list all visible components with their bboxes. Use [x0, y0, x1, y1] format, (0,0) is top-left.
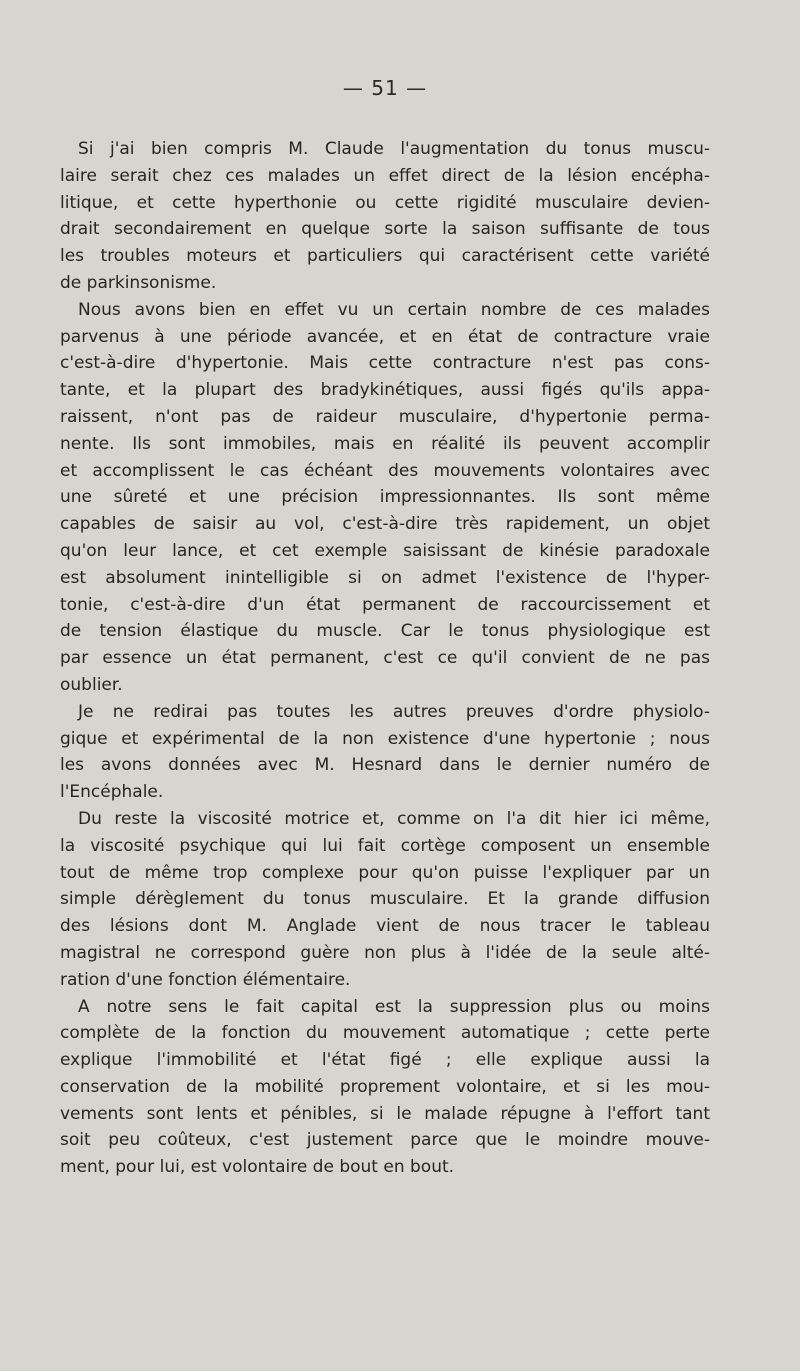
- text-line: oublier.: [60, 674, 123, 695]
- text-line: les troubles moteurs et particuliers qui caractérisent cette variété: [60, 246, 710, 267]
- page-number: — 51 —: [342, 76, 428, 100]
- text-line: des lésions dont M. Anglade vient de nous tracer le tableau: [60, 916, 710, 937]
- text-line: magistral ne correspond guère non plus à l'idée de la seule alté-: [60, 942, 710, 963]
- text-line: Je ne redirai pas toutes les autres preuves d'ordre physiolo-: [78, 701, 710, 722]
- text-line: par essence un état permanent, c'est ce qu'il convient de ne pas: [60, 648, 710, 669]
- text-line: drait secondairement en quelque sorte la saison suffisante de tous: [60, 219, 710, 240]
- text-line: gique et expérimental de la non existence d'une hypertonie ; nous: [60, 728, 710, 749]
- text-line: de tension élastique du muscle. Car le tonus physiologique est: [60, 621, 710, 642]
- text-line: de parkinsonisme.: [60, 272, 217, 293]
- text-line: explique l'immobilité et l'état figé ; elle explique aussi la: [60, 1050, 710, 1071]
- text-line: et accomplissent le cas échéant des mouvements volontaires avec: [60, 460, 710, 481]
- text-line: la viscosité psychique qui lui fait cortège composent un ensemble: [60, 835, 710, 856]
- text-line: c'est-à-dire d'hypertonie. Mais cette contracture n'est pas cons-: [60, 353, 710, 374]
- text-line: Si j'ai bien compris M. Claude l'augmentation du tonus muscu-: [78, 139, 710, 159]
- text-line: complète de la fonction du mouvement automatique ; cette perte: [60, 1023, 710, 1044]
- text-line: capables de saisir au vol, c'est-à-dire très rapidement, un objet: [60, 514, 710, 535]
- text-line: une sûreté et une précision impressionnantes. Ils sont même: [60, 487, 710, 508]
- text-line: A notre sens le fait capital est la suppression plus ou moins: [78, 996, 710, 1017]
- text-line: parvenus à une période avancée, et en état de contracture vraie: [60, 326, 710, 347]
- text-line: est absolument inintelligible si on admet l'existence de l'hyper-: [60, 567, 710, 588]
- text-line: simple dérèglement du tonus musculaire. Et la grande diffusion: [60, 889, 710, 910]
- text-line: Du reste la viscosité motrice et, comme on l'a dit hier ici même,: [78, 808, 710, 829]
- text-line: laire serait chez ces malades un effet direct de la lésion encépha-: [60, 165, 710, 186]
- text-line: qu'on leur lance, et cet exemple saisissant de kinésie paradoxale: [60, 540, 710, 561]
- text-line: l'Encéphale.: [60, 782, 164, 803]
- text-line: conservation de la mobilité proprement volontaire, et si les mou-: [60, 1076, 710, 1097]
- text-line: vements sont lents et pénibles, si le malade répugne à l'effort tant: [60, 1103, 710, 1124]
- text-line: ration d'une fonction élémentaire.: [60, 969, 351, 990]
- text-line: raissent, n'ont pas de raideur musculaire, d'hypertonie perma-: [60, 406, 710, 427]
- text-line: les avons données avec M. Hesnard dans le dernier numéro de: [60, 755, 710, 776]
- text-line: litique, et cette hyperthonie ou cette rigidité musculaire devien-: [60, 192, 710, 213]
- text-line: Nous avons bien en effet vu un certain nombre de ces malades: [78, 299, 710, 320]
- text-line: tante, et la plupart des bradykinétiques, aussi figés qu'ils appa-: [60, 380, 710, 401]
- text-line: tonie, c'est-à-dire d'un état permanent de raccourcissement et: [60, 594, 710, 615]
- text-line: tout de même trop complexe pour qu'on puisse l'expliquer par un: [60, 862, 710, 883]
- text-line: soit peu coûteux, c'est justement parce que le moindre mouve-: [60, 1130, 710, 1151]
- text-line: ment, pour lui, est volontaire de bout en bout.: [60, 1157, 455, 1178]
- body-text: [60, 136, 710, 1181]
- text-line: nente. Ils sont immobiles, mais en réalité ils peuvent accomplir: [60, 433, 710, 454]
